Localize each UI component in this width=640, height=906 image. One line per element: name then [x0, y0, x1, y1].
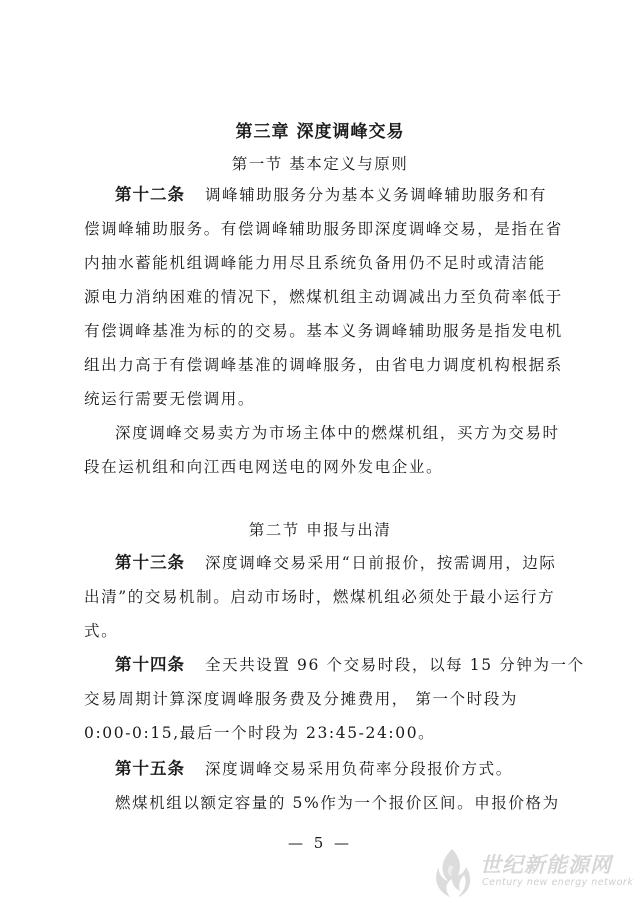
page-number: — 5 — [287, 834, 353, 852]
watermark-logo [428, 845, 638, 903]
article-13-line-3: 式。 [84, 622, 119, 640]
price-paragraph-line-1: 燃煤机组以额定容量的 5%作为一个报价区间。申报价格为 [115, 794, 560, 812]
article-15-line-1: 第十五条 深度调峰交易采用负荷率分段报价方式。 [115, 759, 513, 778]
flame-logo-icon [428, 845, 476, 901]
section-title-declaration-clearing: 第二节 申报与出清 [248, 521, 392, 539]
article-15-label: 第十五条 [115, 759, 185, 778]
watermark-site-name: 世纪新能源网 [480, 853, 612, 877]
article-14-line-2: 交易周期计算深度调峰服务费及分摊费用， 第一个时段为 [84, 690, 519, 708]
section-title-basic-definitions: 第一节 基本定义与原则 [231, 155, 409, 173]
seller-paragraph-line-2: 段在运机组和向江西电网送电的网外发电企业。 [84, 458, 444, 476]
article-12-line-6: 组出力高于有偿调峰基准的调峰服务，由省电力调度机构根据系 [84, 356, 563, 374]
article-14-line-3: 0:00-0:15,最后一个时段为 23:45-24:00。 [84, 724, 436, 742]
chapter-title: 第三章 深度调峰交易 [235, 122, 405, 142]
article-12-line-7: 统运行需要无偿调用。 [84, 390, 256, 408]
article-13-line-1: 第十三条 深度调峰交易采用“日前报价，按需调用，边际 [115, 553, 557, 572]
watermark-site-subtitle: Century new energy network [482, 877, 634, 888]
article-12-label: 第十二条 [115, 185, 185, 204]
article-13-label: 第十三条 [115, 553, 185, 572]
article-13-line-2: 出清”的交易机制。启动市场时，燃煤机组必须处于最小运行方 [84, 588, 556, 606]
article-12-line-3: 内抽水蓄能机组调峰能力用尽且系统负备用仍不足时或清洁能 [84, 254, 546, 272]
article-14-line-1: 第十四条 全天共设置 96 个交易时段，以每 15 分钟为一个 [115, 655, 585, 674]
article-12-line-4: 源电力消纳困难的情况下，燃煤机组主动调减出力至负荷率低于 [84, 288, 563, 306]
article-12-line-1: 第十二条 调峰辅助服务分为基本义务调峰辅助服务和有 [115, 185, 548, 204]
article-12-line-5: 有偿调峰基准为标的的交易。基本义务调峰辅助服务是指发电机 [84, 322, 563, 340]
article-14-label: 第十四条 [115, 655, 185, 674]
seller-paragraph-line-1: 深度调峰交易卖方为市场主体中的燃煤机组，买方为交易时 [115, 424, 560, 442]
article-12-line-2: 偿调峰辅助服务。有偿调峰辅助服务即深度调峰交易，是指在省 [84, 220, 563, 238]
